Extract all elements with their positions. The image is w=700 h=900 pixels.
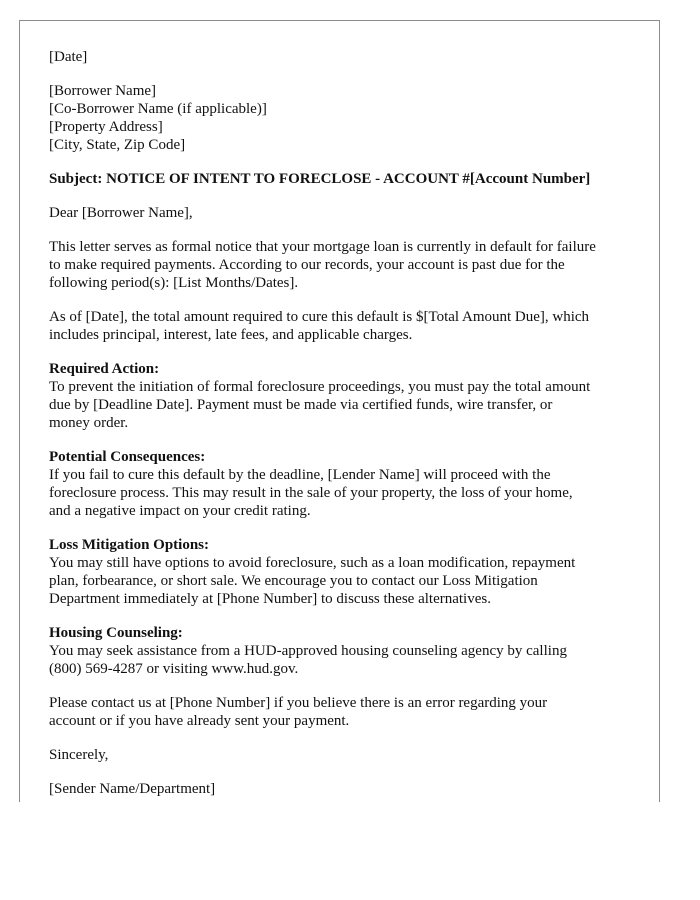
paragraph-line: includes principal, interest, late fees, and applicable charges.: [49, 327, 413, 343]
section-line: If you fail to cure this default by the deadline, [Lender Name] will proceed with the: [49, 467, 551, 483]
section-heading: Required Action:: [49, 361, 160, 377]
closing-paragraph: [49, 694, 639, 730]
section-heading: Potential Consequences:: [49, 449, 206, 465]
section-heading: Housing Counseling:: [49, 625, 183, 641]
section-required-action: [49, 360, 639, 432]
section-line: plan, forbearance, or short sale. We encourage you to contact our Loss Mitigation: [49, 573, 538, 589]
section-line: and a negative impact on your credit rating.: [49, 503, 311, 519]
city-state-zip: [City, State, Zip Code]: [49, 137, 186, 153]
property-address: [Property Address]: [49, 119, 163, 135]
recipient-block: [49, 82, 639, 154]
sign-off: [49, 746, 639, 764]
amount-paragraph: [49, 308, 639, 344]
date-text: [Date]: [49, 49, 88, 65]
section-heading: Loss Mitigation Options:: [49, 537, 210, 553]
letter-date: [49, 48, 639, 66]
subject-line: Subject: NOTICE OF INTENT TO FORECLOSE - ACCOUNT #[Account Number]: [49, 171, 591, 187]
section-housing-counseling: [49, 624, 639, 678]
section-line: (800) 569-4287 or visiting www.hud.gov.: [49, 661, 299, 677]
paragraph-line: This letter serves as formal notice that your mortgage loan is currently in default for failure: [49, 239, 596, 255]
borrower-name: [Borrower Name]: [49, 83, 157, 99]
sender-block: [49, 780, 639, 798]
paragraph-line: Please contact us at [Phone Number] if you believe there is an error regarding your: [49, 695, 548, 711]
paragraph-line: As of [Date], the total amount required to cure this default is $[Total Amount Due], which: [49, 309, 590, 325]
paragraph-line: account or if you have already sent your payment.: [49, 713, 350, 729]
section-line: foreclosure process. This may result in the sale of your property, the loss of your home,: [49, 485, 573, 501]
section-line: To prevent the initiation of formal foreclosure proceedings, you must pay the total amount: [49, 379, 591, 395]
section-line: money order.: [49, 415, 129, 431]
section-line: You may seek assistance from a HUD-approved housing counseling agency by calling: [49, 643, 567, 659]
section-line: You may still have options to avoid foreclosure, such as a loan modification, repayment: [49, 555, 576, 571]
letter-page: [19, 20, 660, 802]
salutation-text: Dear [Borrower Name],: [49, 205, 193, 221]
salutation: [49, 204, 639, 222]
sender-name: [Sender Name/Department]: [49, 781, 216, 797]
sign-off-text: Sincerely,: [49, 747, 109, 763]
paragraph-line: to make required payments. According to our records, your account is past due for the: [49, 257, 565, 273]
section-loss-mitigation: [49, 536, 639, 608]
section-potential-consequences: [49, 448, 639, 520]
co-borrower-name: [Co-Borrower Name (if applicable)]: [49, 101, 267, 117]
section-line: due by [Deadline Date]. Payment must be made via certified funds, wire transfer, or: [49, 397, 553, 413]
section-line: Department immediately at [Phone Number] to discuss these alternatives.: [49, 591, 491, 607]
paragraph-line: following period(s): [List Months/Dates].: [49, 275, 299, 291]
intro-paragraph: [49, 238, 639, 292]
